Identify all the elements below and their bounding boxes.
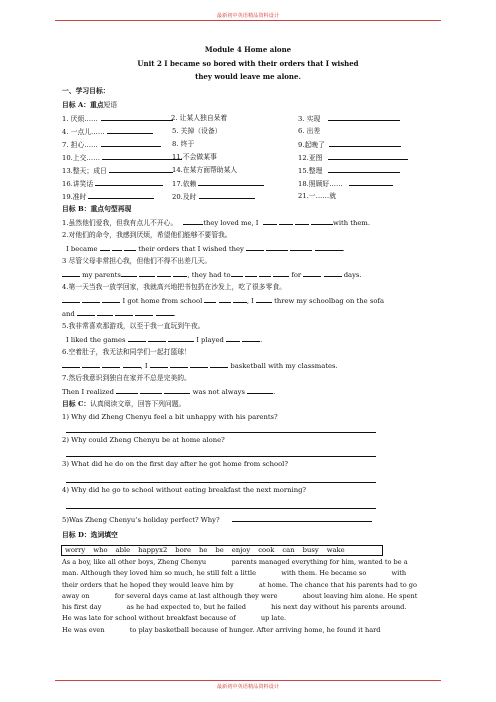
word-bank-item: busy: [302, 546, 319, 554]
phrase-row: [298, 114, 400, 123]
sentence-4-cn: 4.第一天当我一放学回家，我就高兴地把书包扔在沙发上，吃了很多零食。: [62, 283, 286, 291]
word-bank-item: can: [282, 546, 295, 554]
blank: [246, 244, 264, 251]
sentence-5-en: I liked the games I played .: [66, 336, 263, 344]
blank: [156, 309, 174, 316]
unit-title-line2: they would leave me alone.: [195, 72, 301, 81]
answer-line: [66, 432, 376, 433]
question-5: [62, 515, 372, 524]
module-title: Module 4 Home alone: [204, 45, 292, 54]
sentence-en: their orders that I wished they: [138, 245, 244, 253]
passage-line: their orders that he hoped they would leave him by at home. The chance that his parents had to go: [62, 580, 417, 589]
blank: [107, 127, 153, 134]
sentence-en: days.: [343, 271, 362, 279]
blank: [82, 296, 100, 303]
blank: [245, 270, 257, 277]
blank: [109, 166, 173, 173]
blank: [328, 166, 400, 173]
sentence-en: my parents: [82, 271, 121, 279]
sentence-1: [62, 218, 370, 227]
blank: [311, 218, 333, 225]
blank: [324, 270, 342, 277]
blank: [303, 270, 321, 277]
blank: [273, 270, 289, 277]
passage-line: his first day as he had expected to, but he failed his next day without his parents around.: [62, 603, 407, 612]
blank: [95, 179, 163, 186]
blank: [101, 140, 161, 147]
word-bank-item: bore: [175, 546, 192, 554]
blank: [259, 270, 271, 277]
blank: [62, 270, 80, 277]
blank: [328, 114, 400, 121]
phrase-item: 14.在某方面帮助某人: [172, 166, 238, 174]
blank: [226, 335, 240, 342]
phrase-item: 6. 出差: [298, 127, 321, 135]
sentence-en: I became: [66, 245, 98, 253]
phrase-item: 4. 一点儿……: [62, 128, 105, 136]
phrase-row: [62, 166, 173, 175]
answer-line: [66, 482, 376, 483]
word-bank: [61, 545, 383, 556]
answer-line: [66, 508, 376, 509]
sentence-7-en: Then I realized was not always .: [62, 388, 276, 396]
blank: [102, 296, 120, 303]
phrase-item: 2. 让某人独自呆着: [171, 114, 228, 122]
phrase-item: 13.整天；成日: [62, 167, 107, 175]
blank: [62, 296, 80, 303]
goal-a-label: 目标 A：重点: [62, 101, 104, 109]
answer-line: [66, 456, 376, 457]
phrase-item: 10.上交……: [62, 154, 100, 162]
blank: [233, 296, 247, 303]
phrase-row: [62, 179, 163, 188]
phrase-row: [62, 153, 182, 162]
cloze-passage: [62, 557, 436, 636]
phrase-row: [62, 127, 153, 136]
blank: [349, 179, 393, 186]
phrase-item: 1. 厌烦……: [62, 115, 98, 123]
blank: [62, 361, 80, 368]
sentence-en: basketball with my classmates.: [230, 362, 338, 370]
blank: [116, 387, 138, 394]
sentence-6-en: [62, 361, 338, 370]
phrase-row: [62, 140, 161, 149]
blank: [263, 218, 277, 225]
sentence-2-en: I became their orders that I wished they .: [66, 245, 345, 253]
blank: [170, 361, 188, 368]
goal-a-sub: 短语: [103, 101, 118, 109]
blank: [329, 140, 401, 147]
sentence-en: I got home from school: [122, 297, 203, 305]
goal-c-text: 认真阅读文章，回答下列问题。: [90, 400, 186, 408]
blank: [82, 361, 100, 368]
question-2: 2) Why could Zheng Chenyu be at home alone?: [62, 436, 225, 444]
blank: [77, 309, 95, 316]
blank: [295, 218, 309, 225]
blank: [204, 296, 216, 303]
goal-a-heading: [62, 101, 117, 109]
phrase-item: 21.一……就: [298, 192, 336, 200]
phrase-item: 3. 实现: [298, 115, 321, 123]
passage-line: man. Although they loved him so much, he still felt a little with them. He became so with: [62, 569, 407, 578]
blank: [190, 361, 208, 368]
sentence-4-en: [62, 296, 384, 305]
passage-line: As a boy, like all other boys, Zheng Chenyu parents managed everything for him, wanted to be a: [62, 558, 408, 566]
phrase-item: 7. 担心……: [62, 141, 98, 149]
passage-line: away on for several days came at last although they were about leaving him alone. He spent: [62, 591, 418, 600]
blank: [148, 335, 166, 342]
phrase-item: 17.依赖: [172, 180, 197, 188]
phrase-row: [172, 192, 255, 201]
blank: [101, 114, 173, 121]
blank: [121, 270, 137, 277]
sentence-en: , they had to: [187, 271, 231, 279]
sentence-en: , I: [246, 297, 254, 305]
section-heading: 一、学习目标：: [62, 87, 110, 95]
sentence-3-en: [62, 270, 362, 279]
blank: [247, 387, 273, 394]
phrase-row: [62, 192, 154, 201]
phrase-row: [298, 153, 408, 162]
sentence-en: with them.: [333, 219, 371, 227]
phrase-row: [298, 179, 393, 188]
word-bank-item: be: [215, 546, 224, 554]
blank: [168, 335, 194, 342]
word-bank-item: he: [199, 546, 208, 554]
blank: [210, 361, 228, 368]
page-header: 最新初中英语精品资料设计: [216, 13, 280, 19]
blank: [315, 244, 343, 251]
phrase-item: 15.整理: [298, 167, 323, 175]
phrase-item: 16.讲笑话: [62, 180, 94, 188]
page-footer: 最新初中英语精品资料设计: [216, 684, 280, 690]
phrase-item: 11.不会做某事: [172, 153, 217, 161]
blank: [232, 515, 372, 522]
blank: [150, 361, 168, 368]
sentence-en: , I: [140, 362, 148, 370]
phrase-item: 12.亚图: [298, 154, 323, 162]
sentence-7-cn: 7.然后我意识到独自在家并不总是完美的。: [62, 374, 191, 382]
phrase-item: 8. 终于: [172, 140, 195, 148]
sentence-3-cn: 3 尽管父母非常担心我，但他们不得不出差几天。: [62, 257, 212, 265]
footer-rule: [55, 680, 441, 681]
blank: [173, 270, 187, 277]
sentence-4-en-cont: and .: [62, 310, 176, 318]
goal-c-label: 目标 C：: [62, 400, 91, 408]
goal-d-heading: 目标 D：选词填空: [62, 531, 118, 539]
blank: [100, 244, 110, 251]
blank: [199, 192, 255, 199]
goal-b-heading: 目标 B：重点句型再现: [62, 205, 132, 213]
blank: [183, 218, 203, 225]
sentence-6-cn: 6.空着肚子，我无法和同学们一起打篮球！: [62, 348, 191, 356]
phrase-item: 19.准时: [62, 193, 87, 201]
blank: [140, 387, 162, 394]
question-4: 4) Why did he go to school without eating breakfast the next morning?: [62, 486, 307, 494]
question-1: 1) Why did Zheng Chenyu feel a bit unhappy with his parents?: [62, 413, 278, 421]
sentence-en: for: [291, 271, 302, 279]
phrase-item: 18.照顾好……: [298, 180, 343, 188]
sentence-en: Then I realized: [62, 388, 114, 396]
goal-c-heading: [62, 400, 185, 408]
blank: [164, 387, 190, 394]
word-bank-item: happyx2: [138, 546, 168, 554]
blank: [157, 270, 171, 277]
blank: [279, 218, 293, 225]
blank: [97, 309, 113, 316]
blank: [328, 153, 408, 160]
sentence-en: and: [62, 310, 75, 318]
word-bank-item: cook: [258, 546, 275, 554]
header-rule: [55, 20, 441, 21]
blank: [88, 192, 154, 199]
unit-title-line1: Unit 2 I became so bored with their orders that I wished: [137, 59, 359, 68]
word-bank-item: enjoy: [231, 546, 251, 554]
sentence-2-cn: 2.对他们的命令，我感到厌烦，希望他们能够不要管我。: [62, 231, 232, 239]
word-bank-item: able: [115, 546, 131, 554]
sentence-5-cn: 5.我非常喜欢那游戏，以至于我一直玩到午夜。: [62, 322, 205, 330]
blank: [112, 244, 122, 251]
phrase-row: [298, 140, 401, 149]
blank: [123, 361, 141, 368]
sentence-en: I played: [196, 336, 224, 344]
blank: [128, 335, 146, 342]
sentence-cn: 1.虽然他们爱我，但我有点儿不开心。: [62, 219, 178, 227]
phrase-row: [62, 114, 173, 123]
blank: [115, 309, 133, 316]
blank: [219, 296, 231, 303]
question-3: 3) What did he do on the first day after he got home from school?: [62, 460, 288, 468]
blank: [139, 270, 155, 277]
blank: [231, 270, 243, 277]
word-bank-item: wake: [326, 546, 345, 554]
blank: [256, 296, 272, 303]
sentence-en: I liked the games: [66, 336, 126, 344]
blank: [242, 335, 260, 342]
sentence-en: threw my schoolbag on the sofa: [274, 297, 384, 305]
blank: [198, 179, 264, 186]
blank: [135, 309, 153, 316]
blank: [102, 361, 120, 368]
sentence-en: they loved me, I: [203, 219, 259, 227]
question-text: 5)Was Zheng Chenyu’s holiday perfect? Why?: [62, 516, 220, 524]
blank: [290, 244, 312, 251]
phrase-item: 5. 关掉（设备）: [172, 127, 222, 135]
blank: [124, 244, 136, 251]
passage-line: He was even to play basketball because of hunger. After arriving home, he found it hard: [62, 625, 381, 634]
sentence-en: was not always: [192, 388, 245, 396]
phrase-row: [298, 166, 400, 175]
blank: [266, 244, 288, 251]
word-bank-item: who: [93, 546, 108, 554]
phrase-row: [172, 179, 264, 188]
phrase-item: 20.及时: [172, 193, 197, 201]
phrase-item: 9.起晚了: [298, 141, 325, 149]
passage-line: He was late for school without breakfast because of up late.: [62, 614, 287, 623]
word-bank-item: worry: [65, 546, 86, 554]
blank: [102, 153, 182, 160]
